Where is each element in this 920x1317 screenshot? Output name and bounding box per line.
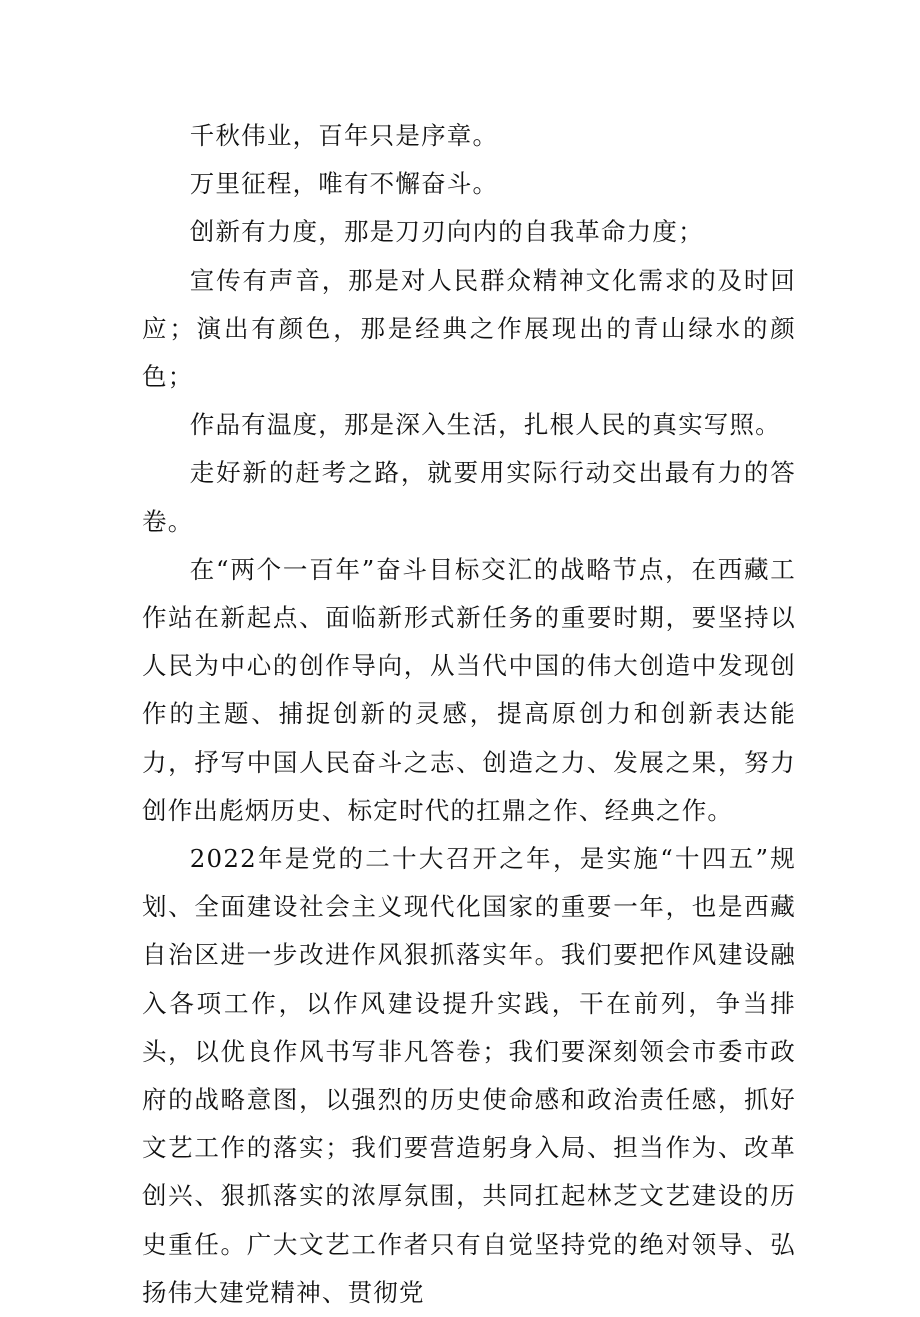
paragraph-5: 作品有温度，那是深入生活，扎根人民的真实写照。 — [189, 410, 781, 440]
paragraph-2: 万里征程，唯有不懈奋斗。 — [189, 169, 499, 199]
paragraph-7: 在“两个一百年”奋斗目标交汇的战略节点，在西藏工作站在新起点、面临新形式新任务的重要时期，要坚持以人民为中心的创作导向，从当代中国的伟大创造中发现创作的主题、捕捉创新的灵感，提高原创力和创新表达能力，抒写中国人民奋斗之志、创造之力、发展之果，努力创作出彪炳历史、标定时代的扛鼎之作、经典之作。 — [142, 554, 796, 825]
paragraph-8: 2022年是党的二十大召开之年，是实施“十四五”规划、全面建设社会主义现代化国家的重要一年，也是西藏自治区进一步改进作风狠抓落实年。我们要把作风建设融入各项工作，以作风建设提升实践，干在前列，争当排头，以优良作风书写非凡答卷；我们要深刻领会市委市政府的战略意图，以强烈的历史使命感和政治责任感，抓好文艺工作的落实；我们要营造躬身入局、担当作为、改革创兴、狠抓落实的浓厚氛围，共同扛起林芝文艺建设的历史重任。广大文艺工作者只有自觉坚持党的绝对领导、弘扬伟大建党精神、贯彻党 — [142, 844, 796, 1307]
paragraph-6: 走好新的赶考之路，就要用实际行动交出最有力的答卷。 — [142, 458, 796, 536]
paragraph-4: 宣传有声音，那是对人民群众精神文化需求的及时回应；演出有颜色，那是经典之作展现出的青山绿水的颜色； — [142, 265, 796, 392]
paragraph-3: 创新有力度，那是刀刃向内的自我革命力度； — [189, 217, 704, 247]
document-body — [142, 112, 796, 1317]
paragraph-1: 千秋伟业，百年只是序章。 — [189, 121, 499, 150]
